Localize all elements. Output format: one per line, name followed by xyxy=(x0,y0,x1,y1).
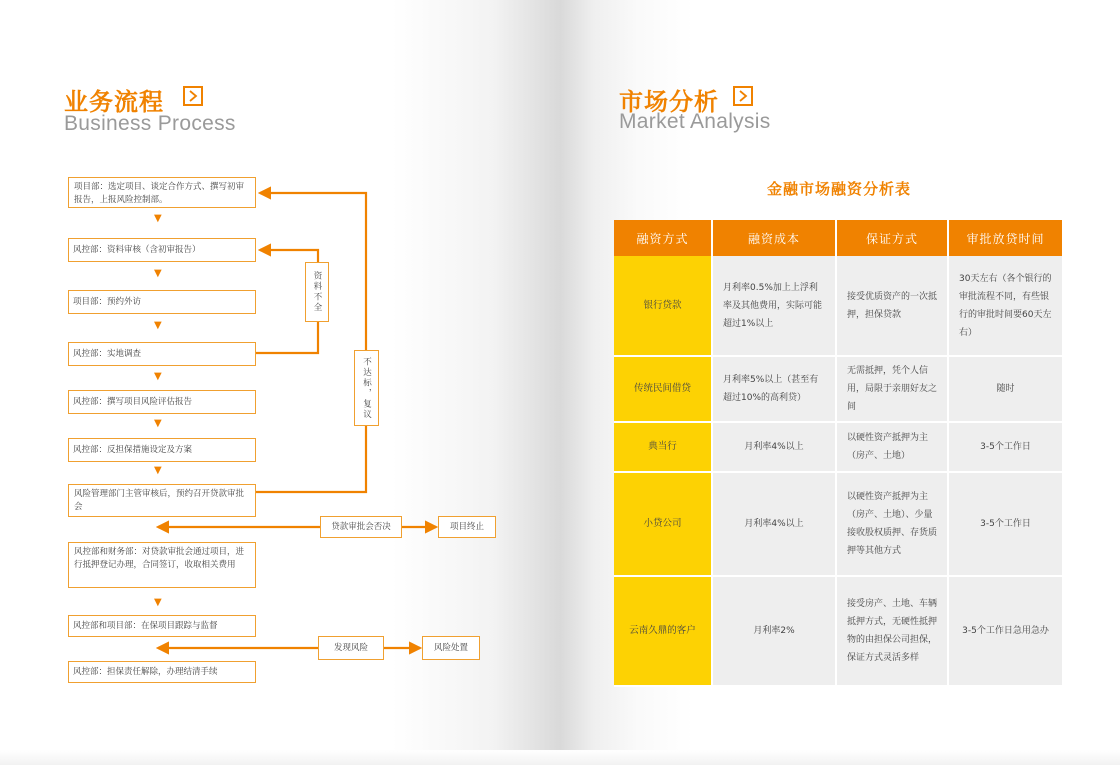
column-header: 融资方式 xyxy=(614,220,712,256)
flow-step-8: 风控部和财务部：对贷款审批会通过项目，进行抵押登记办理，合同签订，收取相关费用 xyxy=(68,542,256,588)
column-header: 保证方式 xyxy=(836,220,948,256)
table-row xyxy=(614,256,1062,356)
incomplete-docs-box: 资料不全 xyxy=(305,262,329,322)
row-label: 云南久鼎的客户 xyxy=(614,576,712,686)
row-label: 银行贷款 xyxy=(614,256,712,356)
flow-step-1: 项目部：选定项目、谈定合作方式、撰写初审报告，上报风险控制部。 xyxy=(68,177,256,208)
down-arrow-icon: ▼ xyxy=(154,371,162,382)
terminate-box: 项目终止 xyxy=(438,516,496,538)
financing-analysis-table xyxy=(614,220,1062,687)
column-header: 融资成本 xyxy=(712,220,836,256)
flow-step-2: 风控部：资料审核（含初审报告） xyxy=(68,238,256,262)
veto-box: 贷款审批会否决 xyxy=(320,516,402,538)
table-header-row xyxy=(614,220,1062,256)
flow-step-5: 风控部：撰写项目风险评估报告 xyxy=(68,390,256,414)
row-label: 传统民间借贷 xyxy=(614,356,712,422)
table-cell: 随时 xyxy=(948,356,1062,422)
risk-handle-box: 风险处置 xyxy=(422,636,480,660)
table-row xyxy=(614,472,1062,576)
down-arrow-icon: ▼ xyxy=(154,268,162,279)
table-cell: 月利率5%以上（甚至有超过10%的高利贷） xyxy=(712,356,836,422)
play-arrow-icon xyxy=(733,86,753,106)
flow-step-4: 风控部：实地调查 xyxy=(68,342,256,366)
table-row xyxy=(614,576,1062,686)
column-header: 审批放贷时间 xyxy=(948,220,1062,256)
table-title: 金融市场融资分析表 xyxy=(766,180,911,198)
table-cell: 3-5个工作日 xyxy=(948,422,1062,472)
business-process-subtitle: Business Process xyxy=(64,112,236,135)
table-cell: 3-5个工作日急用急办 xyxy=(948,576,1062,686)
table-cell: 月利率4%以上 xyxy=(712,472,836,576)
table-row xyxy=(614,422,1062,472)
row-label: 小贷公司 xyxy=(614,472,712,576)
table-cell: 月利率2% xyxy=(712,576,836,686)
table-cell: 接受房产、土地、车辆抵押方式，无硬性抵押物的由担保公司担保，保证方式灵活多样 xyxy=(836,576,948,686)
market-analysis-subtitle: Market Analysis xyxy=(619,110,771,133)
risk-found-box: 发现风险 xyxy=(318,636,384,660)
flow-step-10: 风控部：担保责任解除，办理结清手续 xyxy=(68,661,256,683)
table-cell: 月利率0.5%加上上浮利率及其他费用，实际可能超过1%以上 xyxy=(712,256,836,356)
table-row xyxy=(614,356,1062,422)
reject-review-box: 不达标，复议 xyxy=(354,350,379,426)
down-arrow-icon: ▼ xyxy=(154,465,162,476)
down-arrow-icon: ▼ xyxy=(154,213,162,224)
table-cell: 接受优质资产的一次抵押，担保贷款 xyxy=(836,256,948,356)
flow-step-7: 风险管理部门主管审核后，预约召开贷款审批会 xyxy=(68,484,256,517)
table-cell: 以硬性资产抵押为主（房产、土地） xyxy=(836,422,948,472)
row-label: 典当行 xyxy=(614,422,712,472)
business-process-title: 业务流程 xyxy=(64,88,164,116)
table-cell: 3-5个工作日 xyxy=(948,472,1062,576)
down-arrow-icon: ▼ xyxy=(154,320,162,331)
table-cell: 30天左右（各个银行的审批流程不同，有些银行的审批时间要60天左右） xyxy=(948,256,1062,356)
down-arrow-icon: ▼ xyxy=(154,597,162,608)
flow-step-9: 风控部和项目部：在保项目跟踪与监督 xyxy=(68,615,256,637)
flow-step-3: 项目部：预约外访 xyxy=(68,290,256,314)
down-arrow-icon: ▼ xyxy=(154,418,162,429)
table-cell: 无需抵押，凭个人信用，局限于亲朋好友之间 xyxy=(836,356,948,422)
table-cell: 以硬性资产抵押为主（房产、土地）、少量接收股权质押、存货质押等其他方式 xyxy=(836,472,948,576)
market-analysis-title: 市场分析 xyxy=(619,88,719,116)
flow-step-6: 风控部：反担保措施设定及方案 xyxy=(68,438,256,462)
table-cell: 月利率4%以上 xyxy=(712,422,836,472)
